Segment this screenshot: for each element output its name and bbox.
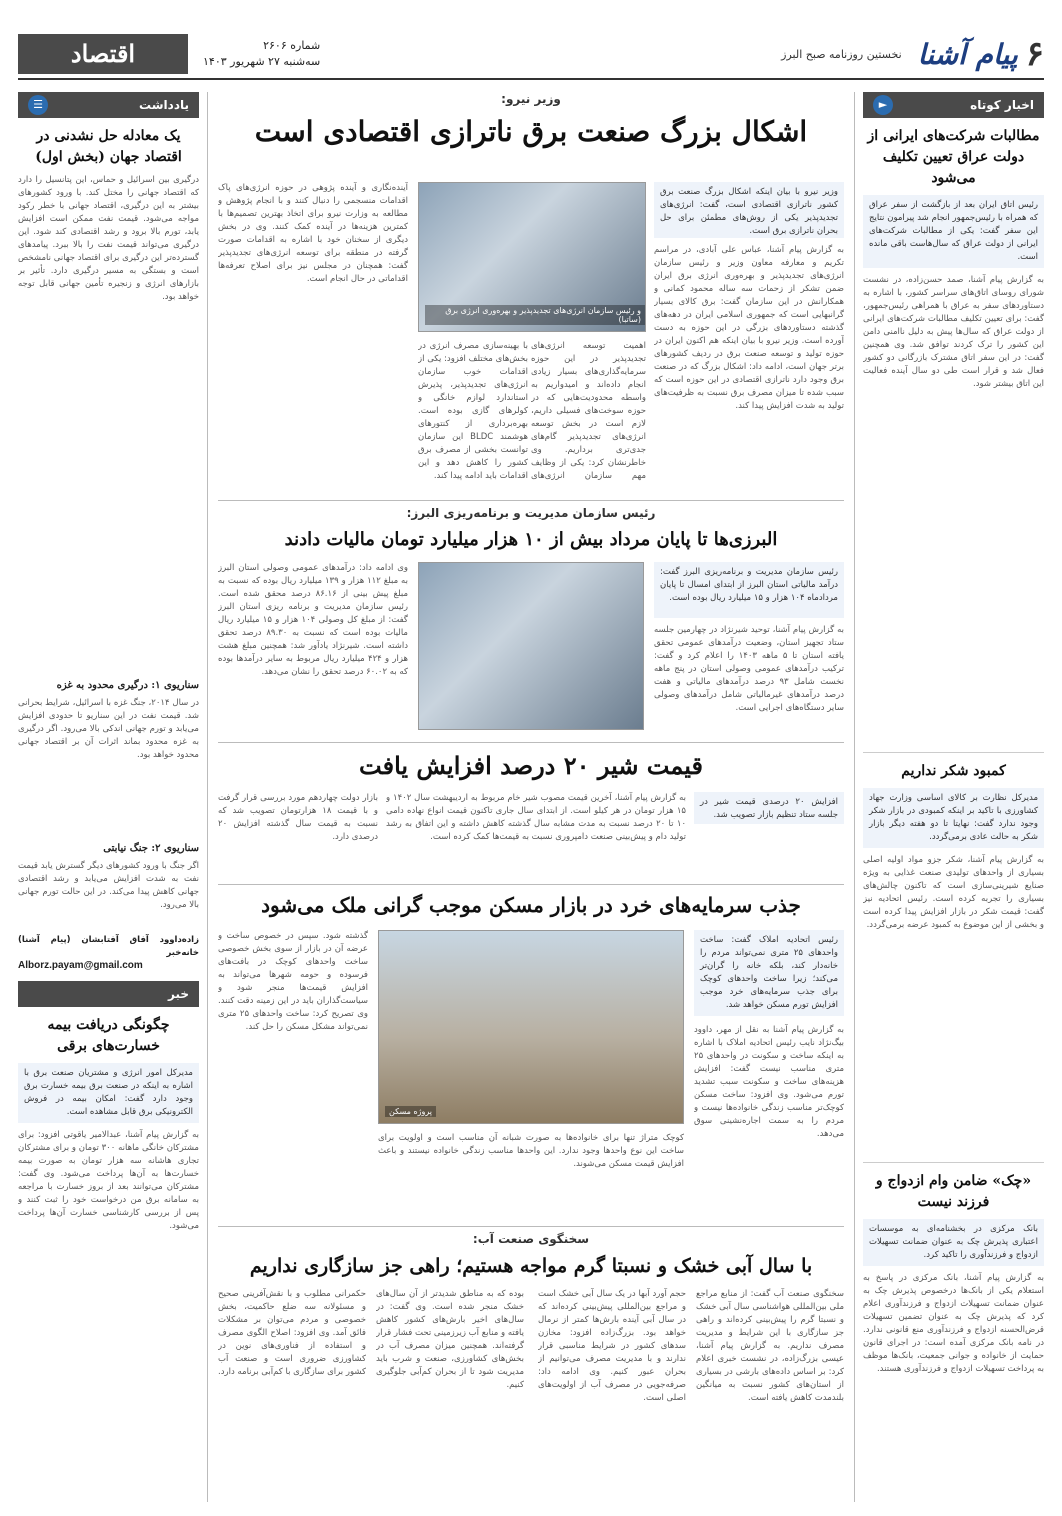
main-articles bbox=[218, 92, 844, 1502]
megaphone-icon: ► bbox=[873, 95, 893, 115]
divider bbox=[218, 1226, 844, 1227]
article3-lead: افزایش ۲۰ درصدی قیمت شیر در جلسه ستاد تنظیم بازار تصویب شد. bbox=[694, 792, 844, 824]
story1-body bbox=[863, 274, 1044, 744]
article5-body1-text: سخنگوی صنعت آب گفت: از منابع مراجع ملی بین‌المللی هواشناسی سال آبی خشک و نسبتا گرم را پیش‌بینی کرده‌اند و راهی جز سازگاری با این شرایط و مدیریت مصرف نداریم. به گزارش پیام آشنا، عیسی بزرگ‌زاده، در نشست خبری اعلام کرد: بر اساس داده‌های بارشی در بسیاری از استان‌های کشور نسبت به میانگین بلندمدت کاهش یافته است. bbox=[696, 1289, 844, 1403]
article1-body1 bbox=[654, 244, 844, 484]
article2-lead: رئیس سازمان مدیریت و برنامه‌ریزی البرز گفت: درآمد مالیاتی استان البرز از ابتدای امسال تا پایان مردادماه ۱۰۴ هزار و ۱۵ میلیارد ریال بوده است. bbox=[654, 562, 844, 618]
article2-body2-text: وی ادامه داد: درآمدهای عمومی وصولی استان البرز به مبلغ ۱۱۲ هزار و ۱۳۹ میلیارد ریال بوده که نسبت به مبلغ پیش بینی از ۸۶.۱۶ درصد محقق شده است. رئیس سازمان مدیریت و برنامه ریزی استان البرز گفت: از مبلغ کل وصولی ۱۰۴ هزار و ۱۵ میلیارد ریال مالیات بوده است که نسبت به ۸۹.۳۰ درصد تحقق داشته است. شیرنژاد یادآور شد: همچنین مبلغ هشت هزار و ۴۲۴ میلیارد ریال مربوط به سایر درآمدها بوده که به ۶۰.۰۲ درصد تحقق را نشان می‌دهد. bbox=[218, 563, 408, 677]
article2-kicker: رئیس سازمان مدیریت و برنامه‌ریزی البرز: bbox=[406, 506, 656, 520]
article3-body1 bbox=[386, 792, 686, 872]
short-news-box-title bbox=[863, 92, 1044, 118]
story3-body-text: به گزارش پیام آشنا، بانک مرکزی در پاسخ به استعلام یکی از بانک‌ها درخصوص پذیرش چک به عنوان ضمانت تسهیلات ازدواج و فرزندآوری اعلام کرد که پذیرش چک به عنوان تضمین تسهیلات قرض‌الحسنه ازدواج و فرزندآوری منع قانونی ندارد. در نامه بانک مرکزی آمده است: در اجرای قانون حمایت از خانواده و جوانی جمعیت، بانک‌ها موظف به پرداخت تسهیلات ازدواج و فرزندآوری هستند. bbox=[863, 1273, 1044, 1374]
note-label: یادداشت bbox=[139, 98, 189, 112]
article1-body1-text: به گزارش پیام آشنا، عباس علی آبادی، در مراسم تکریم و معارفه معاون وزیر و رئیس سازمان انرژی‌های تجدیدپذیر و بهره‌وری انرژی برق ایران ضمن تشکر از زحمات سه ساله محمود کمانی و همکارانش در این سازمان گفت: برق کالای بسیار گرانبهایی است که جمهوری اسلامی ایران در دهه‌های گذشته دستاوردهای بزرگی در این حوزه به دست آورده است. وزیر نیرو با بیان اینکه هم اکنون ایران در حوزه تولید و توسعه صنعت برق در ردیف کشورهای برتر جهان است، ادامه داد: اشکال بزرگ که در صنعت برق وجود دارد ناترازی اقتصادی در این حوزه است که سبب شده تا میزان مصرف برق نسبت به ظرفیت‌های تولید به شدت افزایش پیدا کند. bbox=[654, 245, 844, 411]
story3-headline: «چک» ضامن وام ازدواج و فرزند نیست bbox=[875, 1173, 1032, 1210]
story2-body-text: به گزارش پیام آشنا، شکر جزو مواد اولیه اصلی بسیاری از واحدهای تولیدی صنعت غذایی به ویژه صنایع شیرینی‌سازی است که تاکنون چالش‌های بسیاری را تجربه کرده است. رئیس اتحادیه نیز گفت: قیمت شکر در بازار افزایش پیدا کرده است و بخشی از این موضوع به کمبود عرضه برمی‌گردد. bbox=[863, 855, 1044, 930]
article4-body2-text: گذشته شود. سپس در خصوص ساخت و عرضه آن در بازار از سوی بخش خصوصی ساخت واحدهای کوچک در بافت‌های فرسوده و حومه شهرها می‌تواند به افزایش قیمت‌ها منجر شود و سیاست‌گذاران باید در این زمینه دقت کنند. وی تصریح کرد: ساخت واحدهای ۲۵ متری نمی‌تواند مشکل مسکن را حل کند. bbox=[218, 931, 368, 1032]
story2-headline: کمبود شکر نداریم bbox=[901, 763, 1006, 779]
page-number: ۶ bbox=[1025, 34, 1044, 74]
article1-kicker: وزیر نیرو: bbox=[501, 92, 561, 106]
header-rule bbox=[18, 78, 1044, 80]
scenario2-heading: سناریوی ۲: جنگ نیابتی bbox=[103, 843, 199, 854]
article-electricity bbox=[218, 92, 844, 492]
article4-body1-text: به گزارش پیام آشنا به نقل از مهر، داوود بیگ‌نژاد نایب رئیس اتحادیه املاک با اشاره به اینکه ساخت و سکونت در واحدهای ۲۵ متری مناسب نیست گفت: افزایش هزینه‌های ساخت و سکونت سبب تشدید تورم می‌شود. وی افزود: ساخت مسکن کوچک‌تر مناسب زندگی خانواده‌ها نیست و مردم را به سمت اجاره‌نشینی سوق می‌دهد. bbox=[694, 1025, 844, 1139]
page-header bbox=[18, 34, 1044, 74]
notepad-icon: ☰ bbox=[28, 95, 48, 115]
divider bbox=[863, 752, 1044, 753]
article1-photo bbox=[418, 182, 646, 332]
story2-body bbox=[863, 854, 1044, 1154]
scenario2-body-text: اگر جنگ با ورود کشورهای دیگر گسترش یابد قیمت نفت به شدت افزایش می‌یابد و رشد اقتصادی جهانی کاهش پیدا می‌کند. در این حالت تورم جهانی بالا می‌رود. bbox=[18, 861, 199, 910]
scenario2-body bbox=[18, 860, 199, 930]
article1-body4-text: آینده‌نگاری و آینده پژوهی در حوزه انرژی‌های پاک اقدامات منسجمی را دنبال کنند و با انجام پژوهش و مطالعه به وزارت نیرو برای اتخاذ بهترین تصمیم‌ها با کمترین هزینه‌ها در آینده کمک کنند. وی در بخش دیگری از سخنان خود با اشاره به اقدامات صورت گرفته در منطقه برای توسعه انرژی‌های تجدیدپذیر گفت: همچنان در مجلس نیز برای اصلاح تعرفه‌ها اقداماتی در حال انجام است. bbox=[218, 183, 408, 284]
note-author: زاده‌داوود آفاق آفتابشان (پیام آشنا) خانه‌خبر bbox=[18, 935, 199, 958]
scenario1-body-text: در سال ۲۰۱۴، جنگ غزه با اسرائیل، شرایط بحرانی شد. قیمت نفت در این سناریو تا حدودی افزایش می‌یابد و تورم جهانی اندکی بالا می‌رود. اگر درگیری به غزه محدود بماند اثرات آن بر اقتصاد جهانی محدود خواهد بود. bbox=[18, 698, 199, 760]
article1-body4 bbox=[218, 182, 408, 484]
divider bbox=[218, 500, 844, 501]
story1-lead: رئیس اتاق ایران بعد از بازگشت از سفر عراق که همراه با رئیس‌جمهور انجام شد پیرامون نتایج این سفر گفت: یکی از مطالبات شرکت‌های ایرانی از دولت عراق که سال‌هاست باقی مانده است. bbox=[863, 195, 1044, 268]
news-lead: مدیرکل امور انرژی و مشتریان صنعت برق با اشاره به اینکه در صنعت برق بیمه خسارت برق وجود دارد گفت: امکان بیمه در فروش الکترونیکی برق قابل مشاهده است. bbox=[18, 1063, 199, 1123]
note-headline: یک معادله حل نشدنی در اقتصاد جهان (بخش اول) bbox=[35, 128, 182, 165]
article1-body3-text: با بهینه‌سازی مصرف انرژی در بخش‌های مختلف افزود: یکی از اقدامات خوب سازمان انرژی‌های تجدیدپذیر، پذیرش استاندارد لوازم خانگی و کولرهای گازی بوده است. بهره‌برداری از کنتورهای هوشمند BLDC این سازمان توانست بخشی از مصرف برق کشور را کاهش دهد و این اقدامات باید ادامه پیدا کند. bbox=[418, 341, 528, 481]
short-news-label: اخبار کوتاه bbox=[970, 98, 1034, 112]
divider bbox=[218, 742, 844, 743]
article3-body2 bbox=[218, 792, 378, 872]
scenario1-heading: سناریوی ۱: درگیری محدود به غزه bbox=[56, 680, 199, 691]
article-alborz-tax bbox=[218, 506, 844, 736]
news-box-title bbox=[18, 981, 199, 1007]
story1-body-text: به گزارش پیام آشنا، صمد حسن‌زاده، در نشست شورای روسای اتاق‌های سراسر کشور، با اشاره به دستاوردهای سفر به عراق با همراهی رئیس‌جمهور، گفت: برای تعیین تکلیف مطالبات شرکت‌های ایرانی از دولت عراق که سال‌ها پیش به دلیل ناامنی دامن این کشور را ترک کردند توافق شد. وی همچنین گفت: در این سفر اتاق مشترک بازرگانی دو کشور فعال شد و قرار است طی دو سال آینده فعالیت این اتاق بیشتر شود. bbox=[863, 275, 1044, 389]
article1-headline: اشکال بزرگ صنعت برق ناترازی اقتصادی است bbox=[254, 115, 808, 148]
article2-body2 bbox=[218, 562, 408, 732]
issue-info bbox=[203, 38, 320, 70]
note-body-text: درگیری بین اسرائیل و حماس، این پتانسیل را دارد که اقتصاد جهانی را مختل کند. با ورود کشورهای بیشتر به این درگیری، اقتصاد جهانی با خطر رکود مواجه می‌شود. قیمت نفت ممکن است افزایش یابد، تورم بالا برود و رشد اقتصادی کند شود. این درگیری می‌تواند قیمت نفت را بالا ببرد. پیامدهای گسترده‌تر این درگیری برای اقتصاد جهانی نامشخص است و بستگی به مسیر درگیری دارد. تأثیر بر بازارهای انرژی و زنجیره تأمین جهانی قابل توجه خواهد بود. bbox=[18, 175, 199, 302]
news-headline: چگونگی دریافت بیمه خسارت‌های برقی bbox=[47, 1017, 170, 1054]
article4-photo-caption: پروژه مسکن bbox=[385, 1106, 436, 1117]
news-label: خبر bbox=[167, 987, 189, 1001]
tagline: نخستین روزنامه صبح البرز bbox=[781, 47, 902, 61]
article5-body4 bbox=[218, 1288, 366, 1498]
article1-body2-text: اهمیت توسعه انرژی‌های تجدیدپذیر در این حوزه سرمایه‌گذاری‌های بسیار زیادی انجام داده‌اند و امیدواریم به واسطه محدودیت‌هایی که در حوزه سوخت‌های فسیلی داریم، لازم است در بخش توسعه انرژی‌های تجدیدپذیر گام‌های جدی‌تری برداریم. وی خاطرنشان کرد: یکی از وظایف مهم سازمان انرژی‌های bbox=[531, 341, 646, 481]
article1-photo-caption: و رئیس سازمان انرژی‌های تجدیدپذیر و بهره‌وری انرژی برق (ساتبا) bbox=[425, 305, 645, 325]
article5-body2 bbox=[538, 1288, 686, 1498]
article2-body1 bbox=[654, 624, 844, 734]
article4-body2 bbox=[218, 930, 368, 1214]
story1-headline: مطالبات شرکت‌های ایرانی از دولت عراق تعیین تکلیف می‌شود bbox=[867, 128, 1040, 186]
divider bbox=[863, 1162, 1044, 1163]
section-title: اقتصاد bbox=[18, 34, 188, 74]
note-box-title bbox=[18, 92, 199, 118]
article4-body3 bbox=[378, 1132, 684, 1214]
issue-date: سه‌شنبه ۲۷ شهریور ۱۴۰۳ bbox=[203, 55, 321, 68]
article1-lead: وزیر نیرو با بیان اینکه اشکال بزرگ صنعت برق کشور ناترازی اقتصادی است، گفت: انرژی‌های تجدیدپذیر یکی از روش‌های مطمئن برای حل بحران ناترازی برق است. bbox=[654, 182, 844, 238]
article4-body3-text: کوچک متراژ تنها برای خانواده‌ها به صورت شبانه آن مناسب است و اولویت برای ساخت این نوع واحدها وجود ندارد. این واحدها مناسب زندگی خانواده نیستند و باعث افزایش قیمت مسکن می‌شوند. bbox=[378, 1133, 684, 1169]
article3-body1-text: به گزارش پیام آشنا، آخرین قیمت مصوب شیر خام مربوط به اردیبهشت سال ۱۴۰۲ و ۱۵ هزار تومان در هر کیلو است. از ابتدای سال جاری تاکنون قیمت انواع نهاده دامی ۱۰ تا ۲۰ درصد نسبت به مدت مشابه سال گذشته کاهش داشته و این اتفاق به رشد تولید دام و پیش‌بینی صنعت دامپروری نسبت به قیمت‌ها کمک کرده است. bbox=[386, 793, 686, 842]
article4-headline: جذب سرمایه‌های خرد در بازار مسکن موجب گرانی ملک می‌شود bbox=[261, 893, 801, 917]
divider bbox=[218, 884, 844, 885]
masthead bbox=[781, 34, 1044, 74]
article3-body2-text: بازار دولت چهاردهم مورد بررسی قرار گرفت و با قیمت ۱۸ هزارتومان تصویب شد که نسبت به قیمت سال گذشته افزایش ۲۰ درصدی دارد. bbox=[218, 793, 378, 842]
article-milk-price bbox=[218, 748, 844, 878]
article5-body3 bbox=[376, 1288, 524, 1498]
article4-body1 bbox=[694, 1024, 844, 1214]
story2-lead: مدیرکل نظارت بر کالای اساسی وزارت جهاد کشاورزی با تاکید بر اینکه کمبودی در بازار شکر وجود ندارد گفت: نهایتا تا دو هفته دیگر بازار شکر به حالت عادی برمی‌گردد. bbox=[863, 788, 1044, 848]
opinion-column bbox=[18, 92, 208, 1502]
article2-body1-text: به گزارش پیام آشنا، توحید شیرنژاد در چهارمین جلسه ستاد تجهیز استان، وضعیت درآمدهای عمومی تحقق یافته استان تا ۵ ماهه ۱۴۰۳ را اعلام کرد و گفت: ترکیب درآمدهای عمومی وصولی استان در پنج ماهه نخست شامل ۹۳ درصد درآمدهای مالیاتی و هفت درصد درآمدهای غیرمالیاتی شامل درآمدهای وصولی سایر دستگاه‌های اجرایی است. bbox=[654, 625, 844, 713]
article1-body3 bbox=[418, 340, 528, 484]
article5-kicker: سخنگوی صنعت آب: bbox=[472, 1232, 590, 1246]
article-housing bbox=[218, 890, 844, 1220]
article5-body3-text: بوده که به مناطق شدیدتر از آن سال‌های خشک منجر شده است. وی گفت: در سال‌های اخیر بارش‌های کشور کاهش یافته و منابع آب زیرزمینی تحت فشار قرار گرفته‌اند. همچنین میزان مصرف آب در بخش‌های کشاورزی، صنعت و شرب باید مدیریت شود تا از بحران کم‌آبی جلوگیری کنیم. bbox=[376, 1289, 524, 1390]
article4-photo bbox=[378, 930, 684, 1124]
news-body-text: به گزارش پیام آشنا، عبدالامیر یاقوتی افزود: برای مشترکان خانگی ماهانه ۳۰۰ تومان و برای مشترکان تجاری هاشانه سه هزار تومان به صورت بیمه خسارت‌ها به آن‌ها پرداخت می‌شود. وی گفت: مشترکان می‌توانند بعد از بروز خسارت با مراجعه به سامانه برق من درخواست خود را ثبت کنند و پس از بررسی کارشناسی خسارت آن‌ها پرداخت می‌شود. bbox=[18, 1130, 199, 1231]
story3-lead: بانک مرکزی در بخشنامه‌ای به موسسات اعتباری پذیرش چک به عنوان ضمانت تسهیلات ازدواج و فرزندآوری را تاکید کرد. bbox=[863, 1219, 1044, 1266]
story3-body bbox=[863, 1272, 1044, 1516]
article4-lead: رئیس اتحادیه املاک گفت: ساخت واحدهای ۲۵ متری نمی‌تواند مردم را خانه‌دار کند، بلکه خانه را گران‌تر می‌کند؛ زیرا ساخت واحدهای کوچک برای جذب سرمایه‌های خرد موجب افزایش تورم مسکن خواهد شد. bbox=[694, 930, 844, 1016]
newspaper-logo: پیام آشنا bbox=[917, 37, 1018, 71]
short-news-column bbox=[854, 92, 1044, 1502]
article5-body4-text: حکمرانی مطلوب و با نقش‌آفرینی صحیح و مسئولانه سه ضلع حاکمیت، بخش خصوصی و مردم می‌توان بر مشکلات فائق آمد. وی افزود: اصلاح الگوی مصرف و استفاده از فناوری‌های نوین در کشاورزی ضروری است و صنعت آب کشور برای سازگاری با کم‌آبی برنامه دارد. bbox=[218, 1289, 366, 1377]
note-email[interactable]: Alborz.payam@gmail.com bbox=[18, 960, 143, 971]
article5-body1 bbox=[696, 1288, 844, 1498]
article3-headline: قیمت شیر ۲۰ درصد افزایش یافت bbox=[359, 751, 703, 780]
article5-body2-text: حجم آورد آبها در یک سال آبی خشک است و مراجع بین‌المللی پیش‌بینی کرده‌اند که در سال آبی آینده بارش‌ها کمتر از نرمال خواهد بود. بزرگ‌زاده افزود: مخازن سدهای کشور در شرایط مناسبی قرار ندارند و با مدیریت مصرف می‌توانیم از بحران عبور کنیم. وی ادامه داد: صرفه‌جویی در مصرف آب از اولویت‌های اصلی است. bbox=[538, 1289, 686, 1403]
news-body bbox=[18, 1129, 199, 1459]
scenario1-body bbox=[18, 697, 199, 837]
article-water bbox=[218, 1232, 844, 1502]
issue-number: شماره ۲۶۰۶ bbox=[263, 39, 321, 52]
article2-headline: البرزی‌ها تا پایان مرداد بیش از ۱۰ هزار میلیارد تومان مالیات دادند bbox=[284, 529, 778, 550]
article1-body2 bbox=[531, 340, 646, 484]
article5-headline: با سال آبی خشک و نسبتا گرم مواجه هستیم؛ راهی جز سازگاری نداریم bbox=[249, 1255, 813, 1277]
note-body bbox=[18, 174, 199, 674]
article2-photo bbox=[418, 562, 644, 730]
